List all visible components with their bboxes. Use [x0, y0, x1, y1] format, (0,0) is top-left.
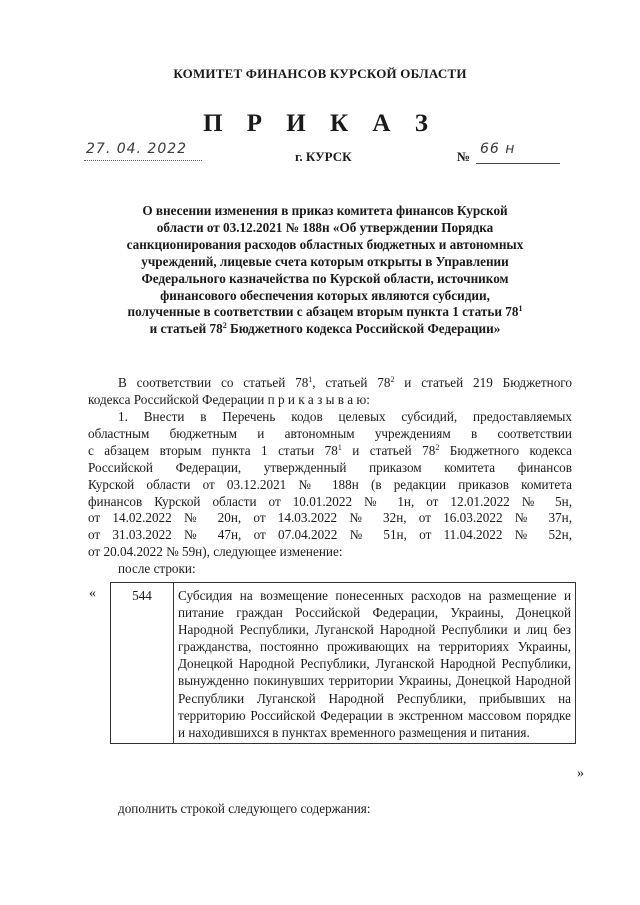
item-line	[88, 443, 572, 460]
supplement-label	[88, 801, 572, 818]
subject-text: полученные в соответствии с абзацем вторым пункта 1 статьи 78	[127, 304, 519, 320]
superscript: 2	[222, 321, 227, 331]
handwritten-date: 27. 04. 2022	[86, 141, 188, 157]
item-line: 1. Внести в Перечень кодов целевых субсидий, предоставляемых	[118, 409, 572, 424]
text: Бюджетного кодекса	[439, 442, 572, 458]
subject-line: финансового обеспечения которых являются субсидии,	[160, 287, 490, 303]
subject-text: и статьей 78	[149, 321, 223, 337]
text: и статьей 78	[341, 442, 436, 458]
quote-open: «	[89, 586, 96, 601]
item-line: Российской Федерации, утвержденный приказом комитета финансов	[88, 459, 572, 475]
preamble-line	[88, 375, 572, 392]
item-line: Курской области от 03.12.2021 № 188н (в редакции приказов комитета	[88, 476, 572, 492]
superscript: 2	[390, 375, 395, 384]
city: г. КУРСК	[295, 149, 352, 164]
subject-line: Федерального казначейства по Курской области, источником	[141, 270, 509, 286]
order-subject	[110, 203, 540, 338]
item-line: от 31.03.2022 № 47н, от 07.04.2022 № 51н, от 11.04.2022 № 52н,	[88, 527, 572, 543]
subject-text: Бюджетного кодекса Российской Федерации»	[226, 321, 501, 337]
text: , статьей 78	[312, 375, 391, 390]
table-row	[111, 583, 576, 744]
subject-line	[110, 304, 540, 321]
superscript: 1	[308, 375, 313, 384]
table-cell-description: Субсидия на возмещение понесенных расходов на размещение и питание граждан Российской Федерации, Украины, Донецкой Народной Республики, Луганской Народной Республики и лиц без гражданства, постоянно проживающих на территориях Украины, Донецкой Народной Республики, Луганской Народной Республики, вынужденно покинувших территории Украины, Донецкой Народной Республики Луганской Народной Республики, прибывших на территорию Российской Федерации в экстренном массовом порядке и находившихся в пунктах временного размещения и питания.	[174, 583, 576, 744]
text: и статьей 219 Бюджетного	[394, 375, 572, 390]
table-cell-code: 544	[111, 583, 174, 744]
item-line: финансов Курской области от 10.01.2022 № 1н, от 12.01.2022 № 5н,	[88, 493, 572, 509]
number-label: №	[457, 149, 471, 164]
subject-line	[110, 321, 540, 338]
superscript: 2	[435, 442, 440, 452]
subject-line: области от 03.12.2021 № 188н «Об утверждении Порядка	[156, 219, 494, 235]
subject-line: учреждений, лицевые счета которым открыты в Управлении	[141, 253, 509, 269]
preamble	[88, 375, 572, 409]
subject-line: санкционирования расходов областных бюджетных и автономных	[126, 236, 524, 252]
supplement-text: дополнить строкой следующего содержания:	[118, 801, 371, 816]
text: В соответствии со статьей 78	[118, 375, 309, 390]
date-underline	[84, 160, 202, 161]
text: с абзацем вторым пункта 1 статьи 78	[88, 442, 338, 458]
quote-close: »	[577, 766, 584, 781]
item-1	[88, 409, 572, 578]
subject-line: О внесении изменения в приказ комитета финансов Курской	[142, 203, 508, 218]
document-type: П Р И К А З	[203, 110, 437, 137]
number-underline	[476, 163, 560, 164]
handwritten-number: 66 н	[480, 141, 516, 157]
item-line: от 14.02.2022 № 20н, от 14.03.2022 № 32н, от 16.03.2022 № 37н,	[88, 510, 572, 526]
item-line: областным бюджетным и автономным учреждениям в соответствии	[88, 425, 572, 441]
superscript: 1	[337, 442, 342, 452]
item-line: от 20.04.2022 № 59н), следующее изменение:	[88, 544, 343, 560]
preamble-line: кодекса Российской Федерации п р и к а з ы в а ю:	[88, 391, 370, 407]
superscript: 1	[518, 304, 523, 314]
after-line-label: после строки:	[118, 561, 196, 577]
organization-title: КОМИТЕТ ФИНАНСОВ КУРСКОЙ ОБЛАСТИ	[173, 66, 467, 81]
subsidy-table	[110, 582, 576, 744]
